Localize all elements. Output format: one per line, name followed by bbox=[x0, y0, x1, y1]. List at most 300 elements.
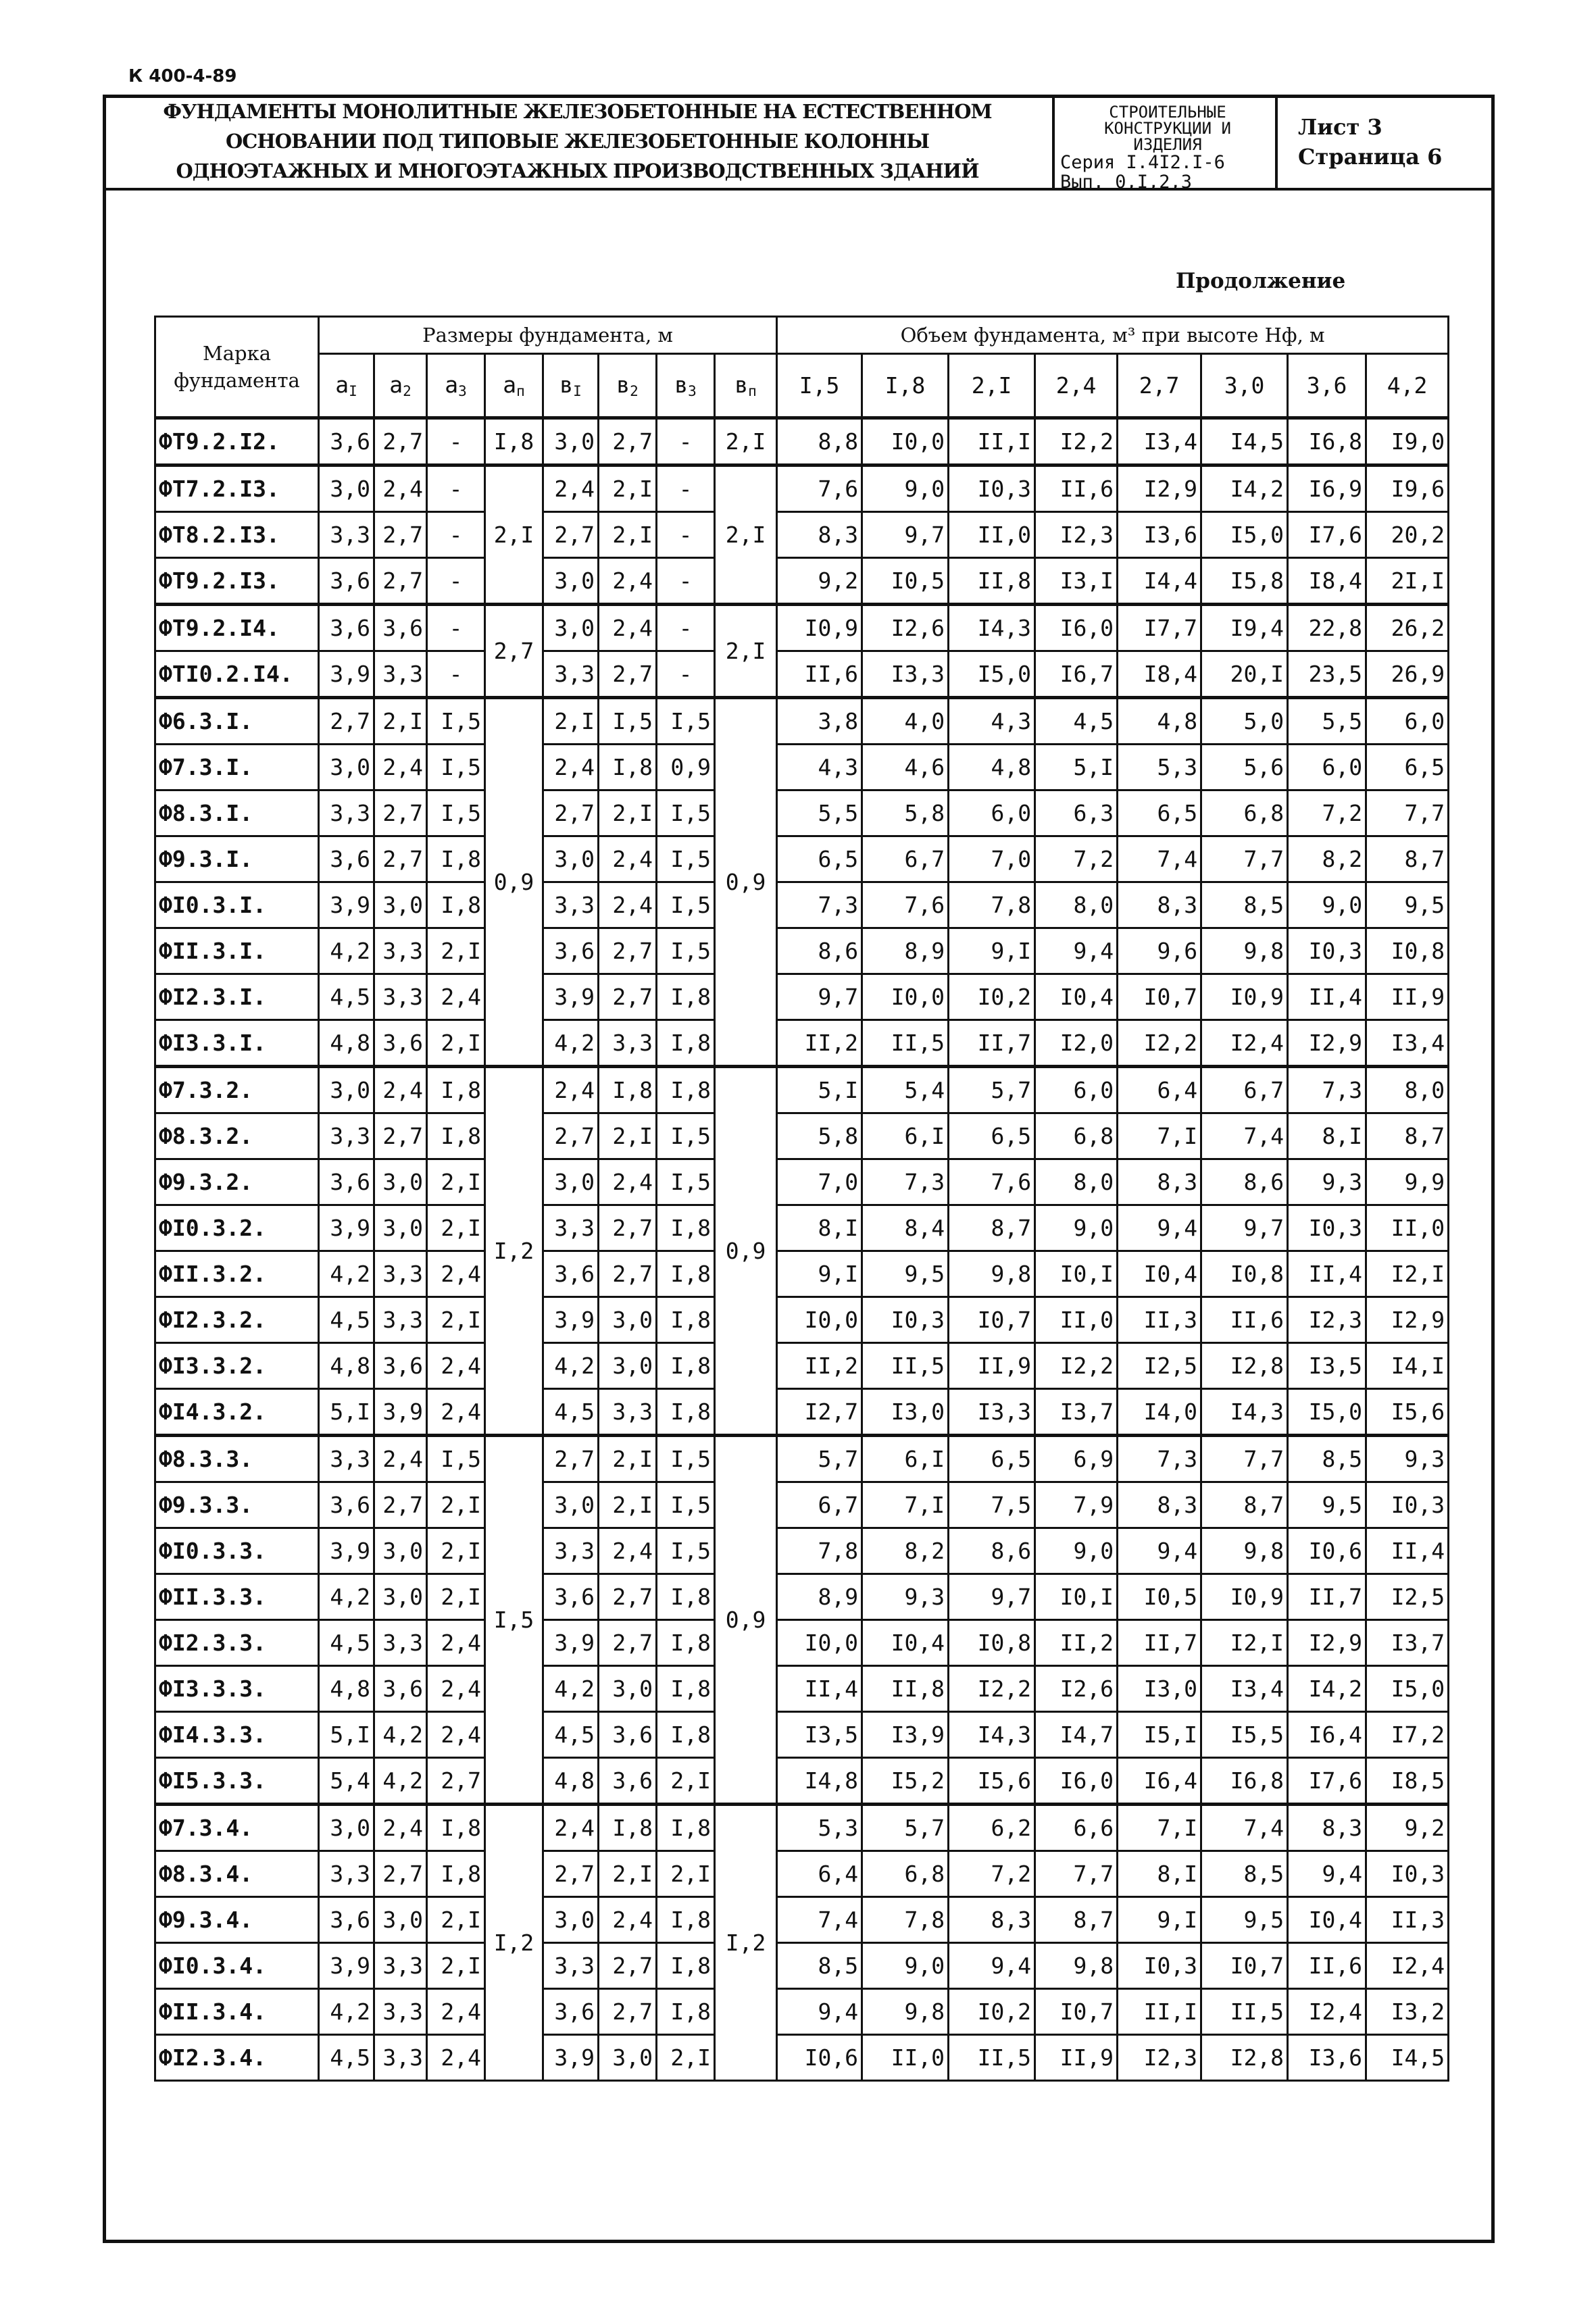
series-line: СТРОИТЕЛЬНЫЕ bbox=[1109, 103, 1226, 122]
volume-value: 5,3 bbox=[1118, 745, 1201, 790]
header-height: 3,0 bbox=[1201, 354, 1288, 418]
dim-b2: 3,0 bbox=[599, 1666, 657, 1712]
dim-a3: I,8 bbox=[427, 1851, 485, 1897]
dim-an: I,2 bbox=[485, 1067, 543, 1436]
volume-value: 7,3 bbox=[862, 1159, 949, 1205]
dim-b1: 3,0 bbox=[543, 836, 599, 882]
dim-b2: I,8 bbox=[599, 1805, 657, 1851]
foundation-mark: ФI3.3.3. bbox=[155, 1666, 319, 1712]
volume-value: 8,3 bbox=[1118, 1482, 1201, 1528]
dim-b2: 2,4 bbox=[599, 605, 657, 651]
volume-value: 8,0 bbox=[1035, 882, 1118, 928]
volume-value: 7,6 bbox=[862, 882, 949, 928]
volume-value: I2,4 bbox=[1201, 1020, 1288, 1067]
dim-a3: - bbox=[427, 558, 485, 605]
dim-a2: 3,0 bbox=[374, 1528, 427, 1574]
foundation-mark: ФI0.3.2. bbox=[155, 1205, 319, 1251]
dim-b2: 2,4 bbox=[599, 1528, 657, 1574]
volume-value: II,9 bbox=[1366, 974, 1449, 1020]
volume-value: II,0 bbox=[862, 2035, 949, 2081]
table-row bbox=[155, 1020, 1449, 1067]
dim-an: 2,I bbox=[485, 466, 543, 605]
volume-value: 2I,I bbox=[1366, 558, 1449, 605]
dim-b2: I,5 bbox=[599, 698, 657, 745]
volume-value: I3,0 bbox=[862, 1389, 949, 1436]
dim-a2: 2,4 bbox=[374, 466, 427, 512]
volume-value: 6,I bbox=[862, 1436, 949, 1482]
header-dim-aI: $a_I$ bbox=[319, 354, 374, 418]
volume-value: I6,0 bbox=[1035, 1758, 1118, 1805]
volume-value: 26,2 bbox=[1366, 605, 1449, 651]
volume-value: I0,7 bbox=[1035, 1989, 1118, 2035]
volume-value: 4,3 bbox=[777, 745, 862, 790]
foundation-mark: ФI3.3.2. bbox=[155, 1343, 319, 1389]
dim-a3: - bbox=[427, 605, 485, 651]
dim-a2: 2,7 bbox=[374, 1482, 427, 1528]
dim-b3: I,5 bbox=[657, 1482, 715, 1528]
volume-value: 8,3 bbox=[777, 512, 862, 558]
dim-bn: 0,9 bbox=[715, 698, 777, 1067]
volume-value: I0,0 bbox=[777, 1620, 862, 1666]
dim-b3: I,8 bbox=[657, 1805, 715, 1851]
volume-value: I2,2 bbox=[1035, 1343, 1118, 1389]
volume-value: 6,0 bbox=[1035, 1067, 1118, 1113]
header-dim-aп: $a_п$ bbox=[485, 354, 543, 418]
dim-a2: 3,3 bbox=[374, 1943, 427, 1989]
volume-value: 6,8 bbox=[862, 1851, 949, 1897]
volume-value: 5,3 bbox=[777, 1805, 862, 1851]
header-mark: Марка фундамента bbox=[155, 317, 319, 418]
dim-a3: 2,I bbox=[427, 1943, 485, 1989]
volume-value: I2,I bbox=[1201, 1620, 1288, 1666]
header-dim-в3: $в_3$ bbox=[657, 354, 715, 418]
dim-a2: 3,3 bbox=[374, 651, 427, 698]
dim-b2: 2,7 bbox=[599, 1620, 657, 1666]
dim-a2: 3,0 bbox=[374, 1205, 427, 1251]
volume-value: I0,8 bbox=[1366, 928, 1449, 974]
table-row bbox=[155, 1482, 1449, 1528]
document-title bbox=[103, 95, 1055, 188]
volume-value: II,I bbox=[949, 418, 1035, 466]
dim-b1: 4,8 bbox=[543, 1758, 599, 1805]
dim-bn: 2,I bbox=[715, 418, 777, 466]
volume-value: 7,8 bbox=[862, 1897, 949, 1943]
volume-value: I2,4 bbox=[1288, 1989, 1366, 2035]
dim-b3: 2,I bbox=[657, 1851, 715, 1897]
foundation-mark: Ф7.3.2. bbox=[155, 1067, 319, 1113]
volume-value: I7,2 bbox=[1366, 1712, 1449, 1758]
volume-value: I3,5 bbox=[777, 1712, 862, 1758]
dim-b3: I,5 bbox=[657, 1113, 715, 1159]
dim-b1: 3,0 bbox=[543, 605, 599, 651]
volume-value: II,7 bbox=[1118, 1620, 1201, 1666]
volume-value: I6,8 bbox=[1201, 1758, 1288, 1805]
foundation-mark: Ф9.3.3. bbox=[155, 1482, 319, 1528]
table-row bbox=[155, 836, 1449, 882]
dim-a3: 2,I bbox=[427, 1482, 485, 1528]
foundation-mark: ФII.3.2. bbox=[155, 1251, 319, 1297]
title-line: ОДНОЭТАЖНЫХ И МНОГОЭТАЖНЫХ ПРОИЗВОДСТВЕННЫХ ЗДАНИЙ bbox=[176, 159, 979, 182]
foundation-mark: ФI0.3.3. bbox=[155, 1528, 319, 1574]
volume-value: 8,2 bbox=[862, 1528, 949, 1574]
dim-b3: I,5 bbox=[657, 1159, 715, 1205]
table-row bbox=[155, 1851, 1449, 1897]
dim-a1: 3,6 bbox=[319, 1482, 374, 1528]
table-row bbox=[155, 605, 1449, 651]
volume-value: II,9 bbox=[949, 1343, 1035, 1389]
volume-value: 9,7 bbox=[777, 974, 862, 1020]
dim-a3: 2,4 bbox=[427, 1712, 485, 1758]
dim-a3: I,8 bbox=[427, 1067, 485, 1113]
volume-value: I0,9 bbox=[1201, 1574, 1288, 1620]
volume-value: I0,8 bbox=[949, 1620, 1035, 1666]
dim-a2: 3,9 bbox=[374, 1389, 427, 1436]
volume-value: 6,0 bbox=[1366, 698, 1449, 745]
issue-number: Вып. 0,I,2,3 bbox=[1060, 172, 1193, 193]
row-group bbox=[155, 1805, 1449, 2081]
volume-value: I9,6 bbox=[1366, 466, 1449, 512]
volume-value: 7,2 bbox=[1035, 836, 1118, 882]
table-row bbox=[155, 928, 1449, 974]
volume-value: 9,9 bbox=[1366, 1159, 1449, 1205]
volume-value: II,7 bbox=[1288, 1574, 1366, 1620]
volume-value: I0,6 bbox=[1288, 1528, 1366, 1574]
foundation-mark: ФI0.3.4. bbox=[155, 1943, 319, 1989]
dim-a3: I,8 bbox=[427, 836, 485, 882]
volume-value: 8,6 bbox=[949, 1528, 1035, 1574]
volume-value: 5,7 bbox=[862, 1805, 949, 1851]
volume-value: I3,2 bbox=[1366, 1989, 1449, 2035]
dim-b2: 3,3 bbox=[599, 1020, 657, 1067]
table-row bbox=[155, 2035, 1449, 2081]
table-row bbox=[155, 1758, 1449, 1805]
dim-b3: I,5 bbox=[657, 1528, 715, 1574]
dim-b3: - bbox=[657, 466, 715, 512]
volume-value: II,4 bbox=[777, 1666, 862, 1712]
volume-value: I6,7 bbox=[1035, 651, 1118, 698]
dim-a1: 5,4 bbox=[319, 1758, 374, 1805]
dim-b1: 3,3 bbox=[543, 1205, 599, 1251]
volume-value: 5,8 bbox=[777, 1113, 862, 1159]
volume-value: 9,5 bbox=[1288, 1482, 1366, 1528]
volume-value: 7,3 bbox=[777, 882, 862, 928]
volume-value: II,9 bbox=[1035, 2035, 1118, 2081]
volume-value: I3,4 bbox=[1201, 1666, 1288, 1712]
volume-value: II,4 bbox=[1288, 1251, 1366, 1297]
dim-a1: 5,I bbox=[319, 1712, 374, 1758]
volume-value: 9,8 bbox=[862, 1989, 949, 2035]
dim-b2: I,8 bbox=[599, 1067, 657, 1113]
dim-b2: 2,7 bbox=[599, 1574, 657, 1620]
volume-value: I0,9 bbox=[777, 605, 862, 651]
row-group bbox=[155, 698, 1449, 1067]
dim-b3: I,8 bbox=[657, 1989, 715, 2035]
volume-value: 8,3 bbox=[1118, 1159, 1201, 1205]
dim-b3: I,8 bbox=[657, 1943, 715, 1989]
dim-a2: 2,7 bbox=[374, 1851, 427, 1897]
dim-a1: 4,2 bbox=[319, 1574, 374, 1620]
volume-value: 7,3 bbox=[1288, 1067, 1366, 1113]
dim-a1: 3,9 bbox=[319, 1943, 374, 1989]
table-row bbox=[155, 1805, 1449, 1851]
dim-a1: 3,9 bbox=[319, 651, 374, 698]
dim-b3: 2,I bbox=[657, 1758, 715, 1805]
dim-a3: I,5 bbox=[427, 745, 485, 790]
dim-b2: 3,6 bbox=[599, 1758, 657, 1805]
volume-value: 26,9 bbox=[1366, 651, 1449, 698]
table-row bbox=[155, 1389, 1449, 1436]
dim-b1: 2,7 bbox=[543, 790, 599, 836]
dim-a1: 3,6 bbox=[319, 558, 374, 605]
volume-value: I4,3 bbox=[1201, 1389, 1288, 1436]
volume-value: I4,0 bbox=[1118, 1389, 1201, 1436]
header-dim-в2: $в_2$ bbox=[599, 354, 657, 418]
volume-value: 6,5 bbox=[777, 836, 862, 882]
volume-value: 4,6 bbox=[862, 745, 949, 790]
foundation-mark: Ф9.3.2. bbox=[155, 1159, 319, 1205]
volume-value: I2,0 bbox=[1035, 1020, 1118, 1067]
volume-value: 9,4 bbox=[777, 1989, 862, 2035]
dim-b2: 2,4 bbox=[599, 1897, 657, 1943]
table-row bbox=[155, 1159, 1449, 1205]
dim-a3: 2,I bbox=[427, 1205, 485, 1251]
dim-a1: 3,6 bbox=[319, 836, 374, 882]
volume-value: I6,0 bbox=[1035, 605, 1118, 651]
dim-a3: 2,7 bbox=[427, 1758, 485, 1805]
foundation-table bbox=[154, 316, 1449, 2082]
dim-a1: 5,I bbox=[319, 1389, 374, 1436]
dim-a3: 2,I bbox=[427, 1574, 485, 1620]
foundation-mark: Ф7.3.I. bbox=[155, 745, 319, 790]
volume-value: 7,9 bbox=[1035, 1482, 1118, 1528]
volume-value: II,2 bbox=[1035, 1620, 1118, 1666]
volume-value: II,0 bbox=[1366, 1205, 1449, 1251]
dim-b1: 3,9 bbox=[543, 1620, 599, 1666]
dim-b2: 3,0 bbox=[599, 1297, 657, 1343]
dim-b1: 2,4 bbox=[543, 1805, 599, 1851]
volume-value: 9,7 bbox=[862, 512, 949, 558]
dim-b3: I,8 bbox=[657, 1666, 715, 1712]
dim-a1: 3,6 bbox=[319, 605, 374, 651]
volume-value: I3,4 bbox=[1118, 418, 1201, 466]
volume-value: I8,5 bbox=[1366, 1758, 1449, 1805]
dim-a3: 2,4 bbox=[427, 1389, 485, 1436]
volume-value: 9,2 bbox=[1366, 1805, 1449, 1851]
dim-b2: 3,6 bbox=[599, 1712, 657, 1758]
volume-value: 7,0 bbox=[949, 836, 1035, 882]
page-number: Страница 6 bbox=[1298, 144, 1443, 170]
volume-value: 5,7 bbox=[777, 1436, 862, 1482]
dim-a2: 3,3 bbox=[374, 1620, 427, 1666]
dim-b2: 2,7 bbox=[599, 1989, 657, 2035]
volume-value: I5,0 bbox=[1201, 512, 1288, 558]
volume-value: I3,3 bbox=[862, 651, 949, 698]
dim-a2: 4,2 bbox=[374, 1758, 427, 1805]
dim-a2: 2,4 bbox=[374, 1436, 427, 1482]
volume-value: I0,4 bbox=[1288, 1897, 1366, 1943]
volume-value: 6,2 bbox=[949, 1805, 1035, 1851]
row-group bbox=[155, 1067, 1449, 1436]
volume-value: I0,0 bbox=[862, 418, 949, 466]
dim-b1: 3,9 bbox=[543, 1297, 599, 1343]
header-height: 4,2 bbox=[1366, 354, 1449, 418]
dim-a3: 2,I bbox=[427, 1528, 485, 1574]
dim-b2: 2,7 bbox=[599, 1943, 657, 1989]
dim-b1: 4,2 bbox=[543, 1020, 599, 1067]
volume-value: I5,8 bbox=[1201, 558, 1288, 605]
volume-value: 5,5 bbox=[1288, 698, 1366, 745]
dim-a1: 4,8 bbox=[319, 1343, 374, 1389]
volume-value: 8,5 bbox=[1288, 1436, 1366, 1482]
volume-value: 8,7 bbox=[1035, 1897, 1118, 1943]
foundation-mark: ФI0.3.I. bbox=[155, 882, 319, 928]
volume-value: 8,9 bbox=[862, 928, 949, 974]
volume-value: 6,7 bbox=[1201, 1067, 1288, 1113]
dim-a2: 3,3 bbox=[374, 928, 427, 974]
volume-value: 6,I bbox=[862, 1113, 949, 1159]
volume-value: 9,8 bbox=[1201, 928, 1288, 974]
dim-a2: 3,3 bbox=[374, 1297, 427, 1343]
volume-value: 9,8 bbox=[1035, 1943, 1118, 1989]
volume-value: 9,0 bbox=[862, 466, 949, 512]
dim-a2: 2,7 bbox=[374, 558, 427, 605]
volume-value: 9,I bbox=[777, 1251, 862, 1297]
table-row bbox=[155, 1989, 1449, 2035]
volume-value: 6,5 bbox=[949, 1436, 1035, 1482]
volume-value: 7,6 bbox=[777, 466, 862, 512]
dim-a2: 2,7 bbox=[374, 790, 427, 836]
dim-a1: 3,0 bbox=[319, 466, 374, 512]
volume-value: 6,0 bbox=[949, 790, 1035, 836]
volume-value: 9,5 bbox=[1201, 1897, 1288, 1943]
volume-value: II,8 bbox=[949, 558, 1035, 605]
table-row bbox=[155, 1943, 1449, 1989]
volume-value: II,6 bbox=[1201, 1297, 1288, 1343]
table-row bbox=[155, 1205, 1449, 1251]
foundation-mark: ФТI0.2.I4. bbox=[155, 651, 319, 698]
dim-b1: 3,0 bbox=[543, 1482, 599, 1528]
volume-value: 9,6 bbox=[1118, 928, 1201, 974]
volume-value: 20,I bbox=[1201, 651, 1288, 698]
volume-value: I2,4 bbox=[1366, 1943, 1449, 1989]
volume-value: II,5 bbox=[949, 2035, 1035, 2081]
dim-bn: 2,I bbox=[715, 605, 777, 698]
volume-value: II,3 bbox=[1366, 1897, 1449, 1943]
header-volume: Объем фундамента, м³ при высоте Нф, м bbox=[777, 317, 1449, 354]
volume-value: 9,8 bbox=[1201, 1528, 1288, 1574]
dim-a2: 3,3 bbox=[374, 974, 427, 1020]
volume-value: II,5 bbox=[862, 1343, 949, 1389]
volume-value: 7,7 bbox=[1201, 1436, 1288, 1482]
dim-a1: 3,9 bbox=[319, 882, 374, 928]
volume-value: 8,6 bbox=[777, 928, 862, 974]
volume-value: 8,7 bbox=[1366, 1113, 1449, 1159]
dim-b1: 4,5 bbox=[543, 1712, 599, 1758]
table-row bbox=[155, 1067, 1449, 1113]
volume-value: 7,8 bbox=[949, 882, 1035, 928]
volume-value: I2,3 bbox=[1118, 2035, 1201, 2081]
table-row bbox=[155, 790, 1449, 836]
foundation-mark: Ф9.3.4. bbox=[155, 1897, 319, 1943]
volume-value: 6,6 bbox=[1035, 1805, 1118, 1851]
dim-a3: I,5 bbox=[427, 790, 485, 836]
foundation-mark: Ф8.3.2. bbox=[155, 1113, 319, 1159]
volume-value: I2,9 bbox=[1288, 1620, 1366, 1666]
volume-value: 7,2 bbox=[949, 1851, 1035, 1897]
volume-value: I5,6 bbox=[949, 1758, 1035, 1805]
volume-value: 7,2 bbox=[1288, 790, 1366, 836]
dim-a1: 3,0 bbox=[319, 745, 374, 790]
dim-b1: 3,6 bbox=[543, 928, 599, 974]
dim-b1: 3,0 bbox=[543, 558, 599, 605]
header-dim-a3: $a_3$ bbox=[427, 354, 485, 418]
volume-value: 9,5 bbox=[862, 1251, 949, 1297]
dim-b2: 3,0 bbox=[599, 1343, 657, 1389]
dim-a3: 2,4 bbox=[427, 1251, 485, 1297]
volume-value: I2,7 bbox=[777, 1389, 862, 1436]
volume-value: I0,4 bbox=[862, 1620, 949, 1666]
volume-value: I0,3 bbox=[862, 1297, 949, 1343]
title-block bbox=[103, 95, 1495, 191]
volume-value: I4,3 bbox=[949, 1712, 1035, 1758]
table-row bbox=[155, 1897, 1449, 1943]
foundation-mark: ФТ7.2.I3. bbox=[155, 466, 319, 512]
volume-value: I0,9 bbox=[1201, 974, 1288, 1020]
volume-value: I5,2 bbox=[862, 1758, 949, 1805]
volume-value: I2,2 bbox=[1035, 418, 1118, 466]
dim-a2: 3,0 bbox=[374, 882, 427, 928]
dim-b3: - bbox=[657, 418, 715, 466]
dim-a3: 2,4 bbox=[427, 974, 485, 1020]
row-group bbox=[155, 418, 1449, 466]
dim-b2: 2,4 bbox=[599, 882, 657, 928]
dim-a3: 2,I bbox=[427, 1020, 485, 1067]
volume-value: I0,0 bbox=[777, 1297, 862, 1343]
dim-a3: 2,4 bbox=[427, 1343, 485, 1389]
volume-value: 8,I bbox=[1118, 1851, 1201, 1897]
dim-a3: I,5 bbox=[427, 1436, 485, 1482]
volume-value: II,6 bbox=[777, 651, 862, 698]
volume-value: 6,0 bbox=[1288, 745, 1366, 790]
volume-value: 8,0 bbox=[1366, 1067, 1449, 1113]
volume-value: I0,7 bbox=[1118, 974, 1201, 1020]
volume-value: 8,8 bbox=[777, 418, 862, 466]
dim-b3: - bbox=[657, 651, 715, 698]
volume-value: I4,3 bbox=[949, 605, 1035, 651]
foundation-mark: ФI2.3.4. bbox=[155, 2035, 319, 2081]
title-line: ФУНДАМЕНТЫ МОНОЛИТНЫЕ ЖЕЛЕЗОБЕТОННЫЕ НА ЕСТЕСТВЕННОМ bbox=[163, 100, 992, 123]
dim-a3: - bbox=[427, 466, 485, 512]
series-block bbox=[1055, 95, 1278, 193]
dim-a3: 2,I bbox=[427, 1897, 485, 1943]
volume-value: I2,8 bbox=[1201, 2035, 1288, 2081]
dim-an: I,2 bbox=[485, 1805, 543, 2081]
dim-b1: 3,9 bbox=[543, 2035, 599, 2081]
table-row bbox=[155, 512, 1449, 558]
foundation-mark: ФII.3.3. bbox=[155, 1574, 319, 1620]
volume-value: I0,5 bbox=[862, 558, 949, 605]
volume-value: I2,5 bbox=[1366, 1574, 1449, 1620]
dim-a3: 2,4 bbox=[427, 1666, 485, 1712]
dim-a2: 3,3 bbox=[374, 2035, 427, 2081]
volume-value: I0,4 bbox=[1118, 1251, 1201, 1297]
dim-b2: 2,7 bbox=[599, 974, 657, 1020]
volume-value: I2,2 bbox=[1118, 1020, 1201, 1067]
header-height: 2,I bbox=[949, 354, 1035, 418]
table-row bbox=[155, 1712, 1449, 1758]
volume-value: I0,3 bbox=[1366, 1482, 1449, 1528]
volume-value: I3,I bbox=[1035, 558, 1118, 605]
